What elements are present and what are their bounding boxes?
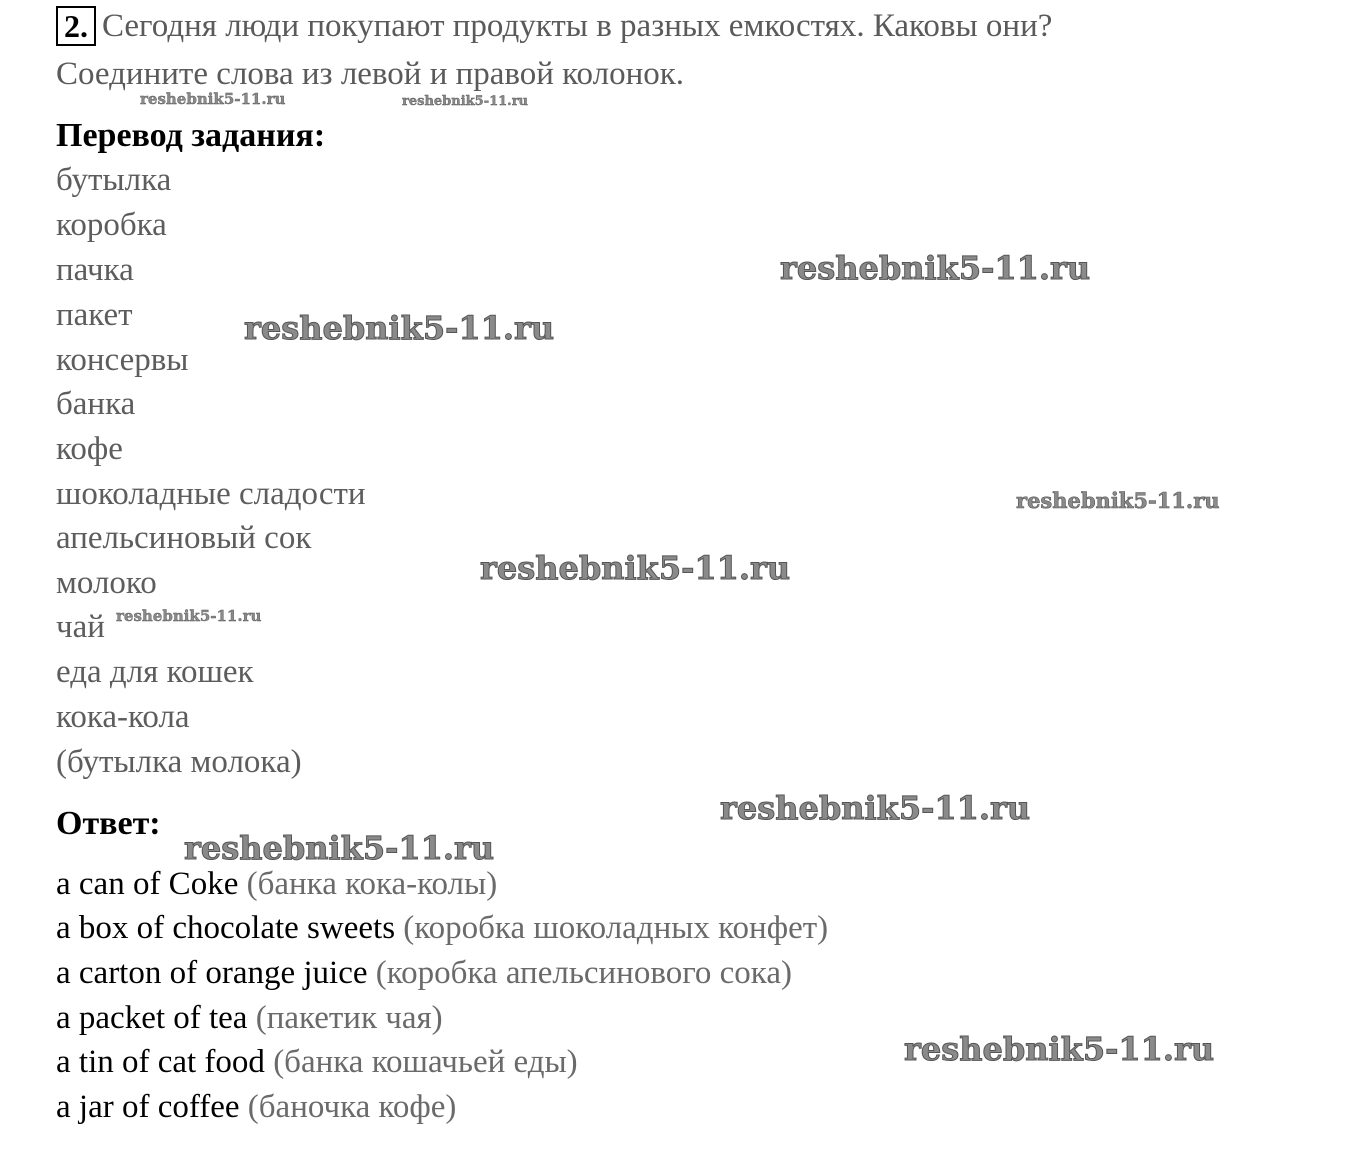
answer-russian: (баночка кофе) — [247, 1089, 457, 1125]
answer-english: a carton of orange juice — [56, 955, 368, 991]
task-line-1 — [56, 6, 1052, 46]
watermark: reshebnik5-11.ru — [780, 249, 1091, 287]
vocab-item: еда для кошек — [56, 654, 254, 690]
vocab-item: пачка — [56, 252, 134, 288]
watermark: reshebnik5-11.ru — [116, 607, 262, 625]
answer-item — [56, 998, 443, 1038]
watermark: reshebnik5-11.ru — [244, 309, 555, 347]
vocab-item: кока-кола — [56, 699, 190, 735]
answer-russian: (коробка апельсинового сока) — [375, 955, 792, 991]
watermark: reshebnik5-11.ru — [904, 1030, 1215, 1068]
answer-russian: (банка кошачьей еды) — [273, 1044, 578, 1080]
answer-heading: Ответ: — [56, 805, 161, 842]
answer-item — [56, 1087, 456, 1127]
answer-item — [56, 908, 828, 948]
answer-english: a box of chocolate sweets — [56, 910, 396, 946]
answer-english: a jar of coffee — [56, 1089, 240, 1125]
answer-english: a packet of tea — [56, 1000, 248, 1036]
vocab-item: консервы — [56, 342, 189, 378]
watermark: reshebnik5-11.ru — [480, 549, 791, 587]
answer-russian: (банка кока-колы) — [246, 866, 498, 902]
answer-russian: (коробка шоколадных конфет) — [403, 910, 829, 946]
translation-heading: Перевод задания: — [56, 117, 326, 154]
watermark: reshebnik5-11.ru — [720, 789, 1031, 827]
answer-item — [56, 953, 792, 993]
vocab-item: коробка — [56, 207, 167, 243]
watermark: reshebnik5-11.ru — [184, 829, 495, 867]
vocab-item: банка — [56, 386, 136, 422]
vocab-item: шоколадные сладости — [56, 476, 366, 512]
task-text-2: Соедините слова из левой и правой колонок. — [56, 56, 685, 92]
answer-english: a can of Coke — [56, 866, 239, 902]
vocab-item: апельсиновый сок — [56, 520, 312, 556]
answer-item — [56, 1042, 578, 1082]
watermark: reshebnik5-11.ru — [1016, 488, 1220, 513]
vocab-item: пакет — [56, 297, 133, 333]
answer-item — [56, 864, 497, 904]
answer-english: a tin of cat food — [56, 1044, 265, 1080]
answer-russian: (пакетик чая) — [255, 1000, 443, 1036]
vocab-item: (бутылка молока) — [56, 744, 302, 780]
task-text-1: Сегодня люди покупают продукты в разных емкостях. Каковы они? — [102, 8, 1053, 44]
watermark: reshebnik5-11.ru — [140, 90, 286, 108]
vocab-item: молоко — [56, 565, 157, 601]
vocab-item: чай — [56, 609, 105, 645]
vocab-item: кофе — [56, 431, 123, 467]
vocab-item: бутылка — [56, 162, 172, 198]
watermark: reshebnik5-11.ru — [402, 94, 529, 109]
task-number-badge: 2. — [56, 6, 96, 46]
